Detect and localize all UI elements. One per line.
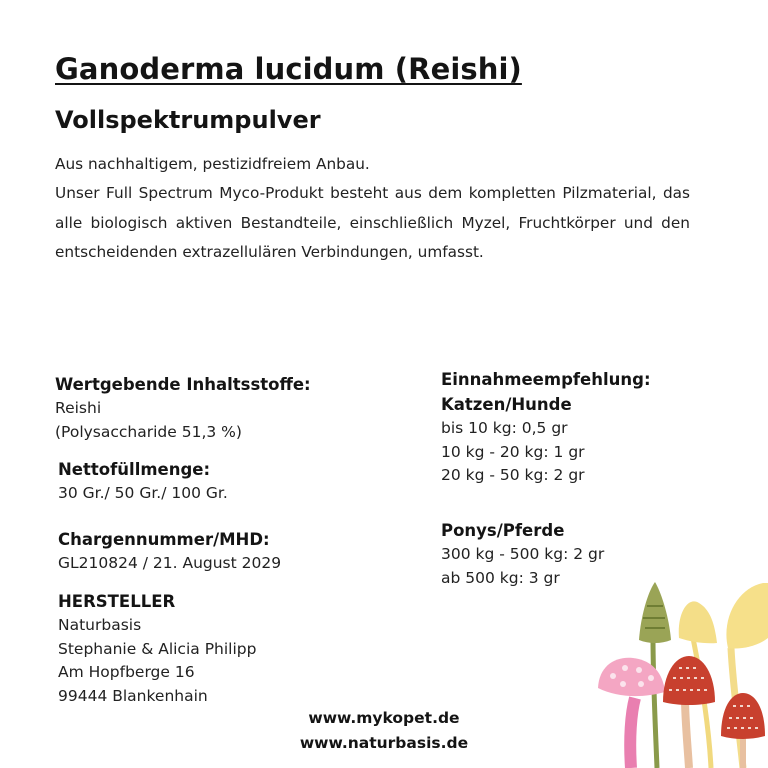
mushroom-cap-yellow xyxy=(679,601,717,643)
manufacturer-line: 99444 Blankenhain xyxy=(58,686,208,705)
intro-paragraph: Unser Full Spectrum Myco-Produkt besteht aus dem kompletten Pilzmaterial, das alle biologisch aktiven Bestandteile, einschließlich Myzel, Fruchtkörper und den entscheidenden extrazellulären Verbindungen, umfasst. xyxy=(55,184,690,262)
net-weight-heading: Nettofüllmenge: xyxy=(58,460,211,479)
footer-url-naturbasis[interactable]: www.naturbasis.de xyxy=(299,734,469,752)
manufacturer-section xyxy=(58,589,256,708)
dosage-line: 10 kg - 20 kg: 1 gr xyxy=(441,442,585,461)
manufacturer-line: Stephanie & Alicia Philipp xyxy=(58,639,257,658)
dosage-section xyxy=(441,367,651,488)
batch-heading: Chargennummer/MHD: xyxy=(58,530,270,549)
mushroom-cap-red xyxy=(721,693,765,739)
batch-section xyxy=(58,527,281,576)
dosage-line: ab 500 kg: 3 gr xyxy=(441,568,560,587)
mushroom-cap-red xyxy=(663,656,715,705)
net-weight-value: 30 Gr./ 50 Gr./ 100 Gr. xyxy=(58,484,228,502)
manufacturer-line: Naturbasis xyxy=(58,616,142,634)
intro-text xyxy=(55,150,690,268)
intro-line: Aus nachhaltigem, pestizidfreiem Anbau. xyxy=(55,155,370,173)
cats-dogs-heading: Katzen/Hunde xyxy=(441,395,572,414)
page-subtitle: Vollspektrumpulver xyxy=(55,106,321,134)
ponies-heading: Ponys/Pferde xyxy=(441,521,565,540)
ponies-section xyxy=(441,518,604,590)
mushroom-stem xyxy=(653,638,657,768)
manufacturer-heading: HERSTELLER xyxy=(58,592,176,611)
dosage-line: bis 10 kg: 0,5 gr xyxy=(441,419,568,437)
ingredients-line: Reishi xyxy=(55,399,102,417)
dosage-line: 300 kg - 500 kg: 2 gr xyxy=(441,545,605,563)
dosage-line: 20 kg - 50 kg: 2 gr xyxy=(441,466,585,484)
mushroom-illustration xyxy=(593,578,768,768)
ingredients-heading: Wertgebende Inhaltsstoffe: xyxy=(55,375,311,394)
manufacturer-line: Am Hopfberge 16 xyxy=(58,663,195,681)
dosage-heading: Einnahmeempfehlung: xyxy=(441,370,651,389)
mushroom-cap-yellow xyxy=(726,583,768,649)
ingredients-section xyxy=(55,372,311,444)
mushroom-stem xyxy=(630,698,635,768)
mushroom-cap-green xyxy=(639,582,671,643)
page-title: Ganoderma lucidum (Reishi) xyxy=(55,52,522,86)
footer-url-mykopet[interactable]: www.mykopet.de xyxy=(308,709,460,727)
mushroom-stem xyxy=(685,698,689,768)
batch-value: GL210824 / 21. August 2029 xyxy=(58,554,282,572)
net-weight-section xyxy=(58,457,228,506)
ingredients-line: (Polysaccharide 51,3 %) xyxy=(55,422,242,441)
